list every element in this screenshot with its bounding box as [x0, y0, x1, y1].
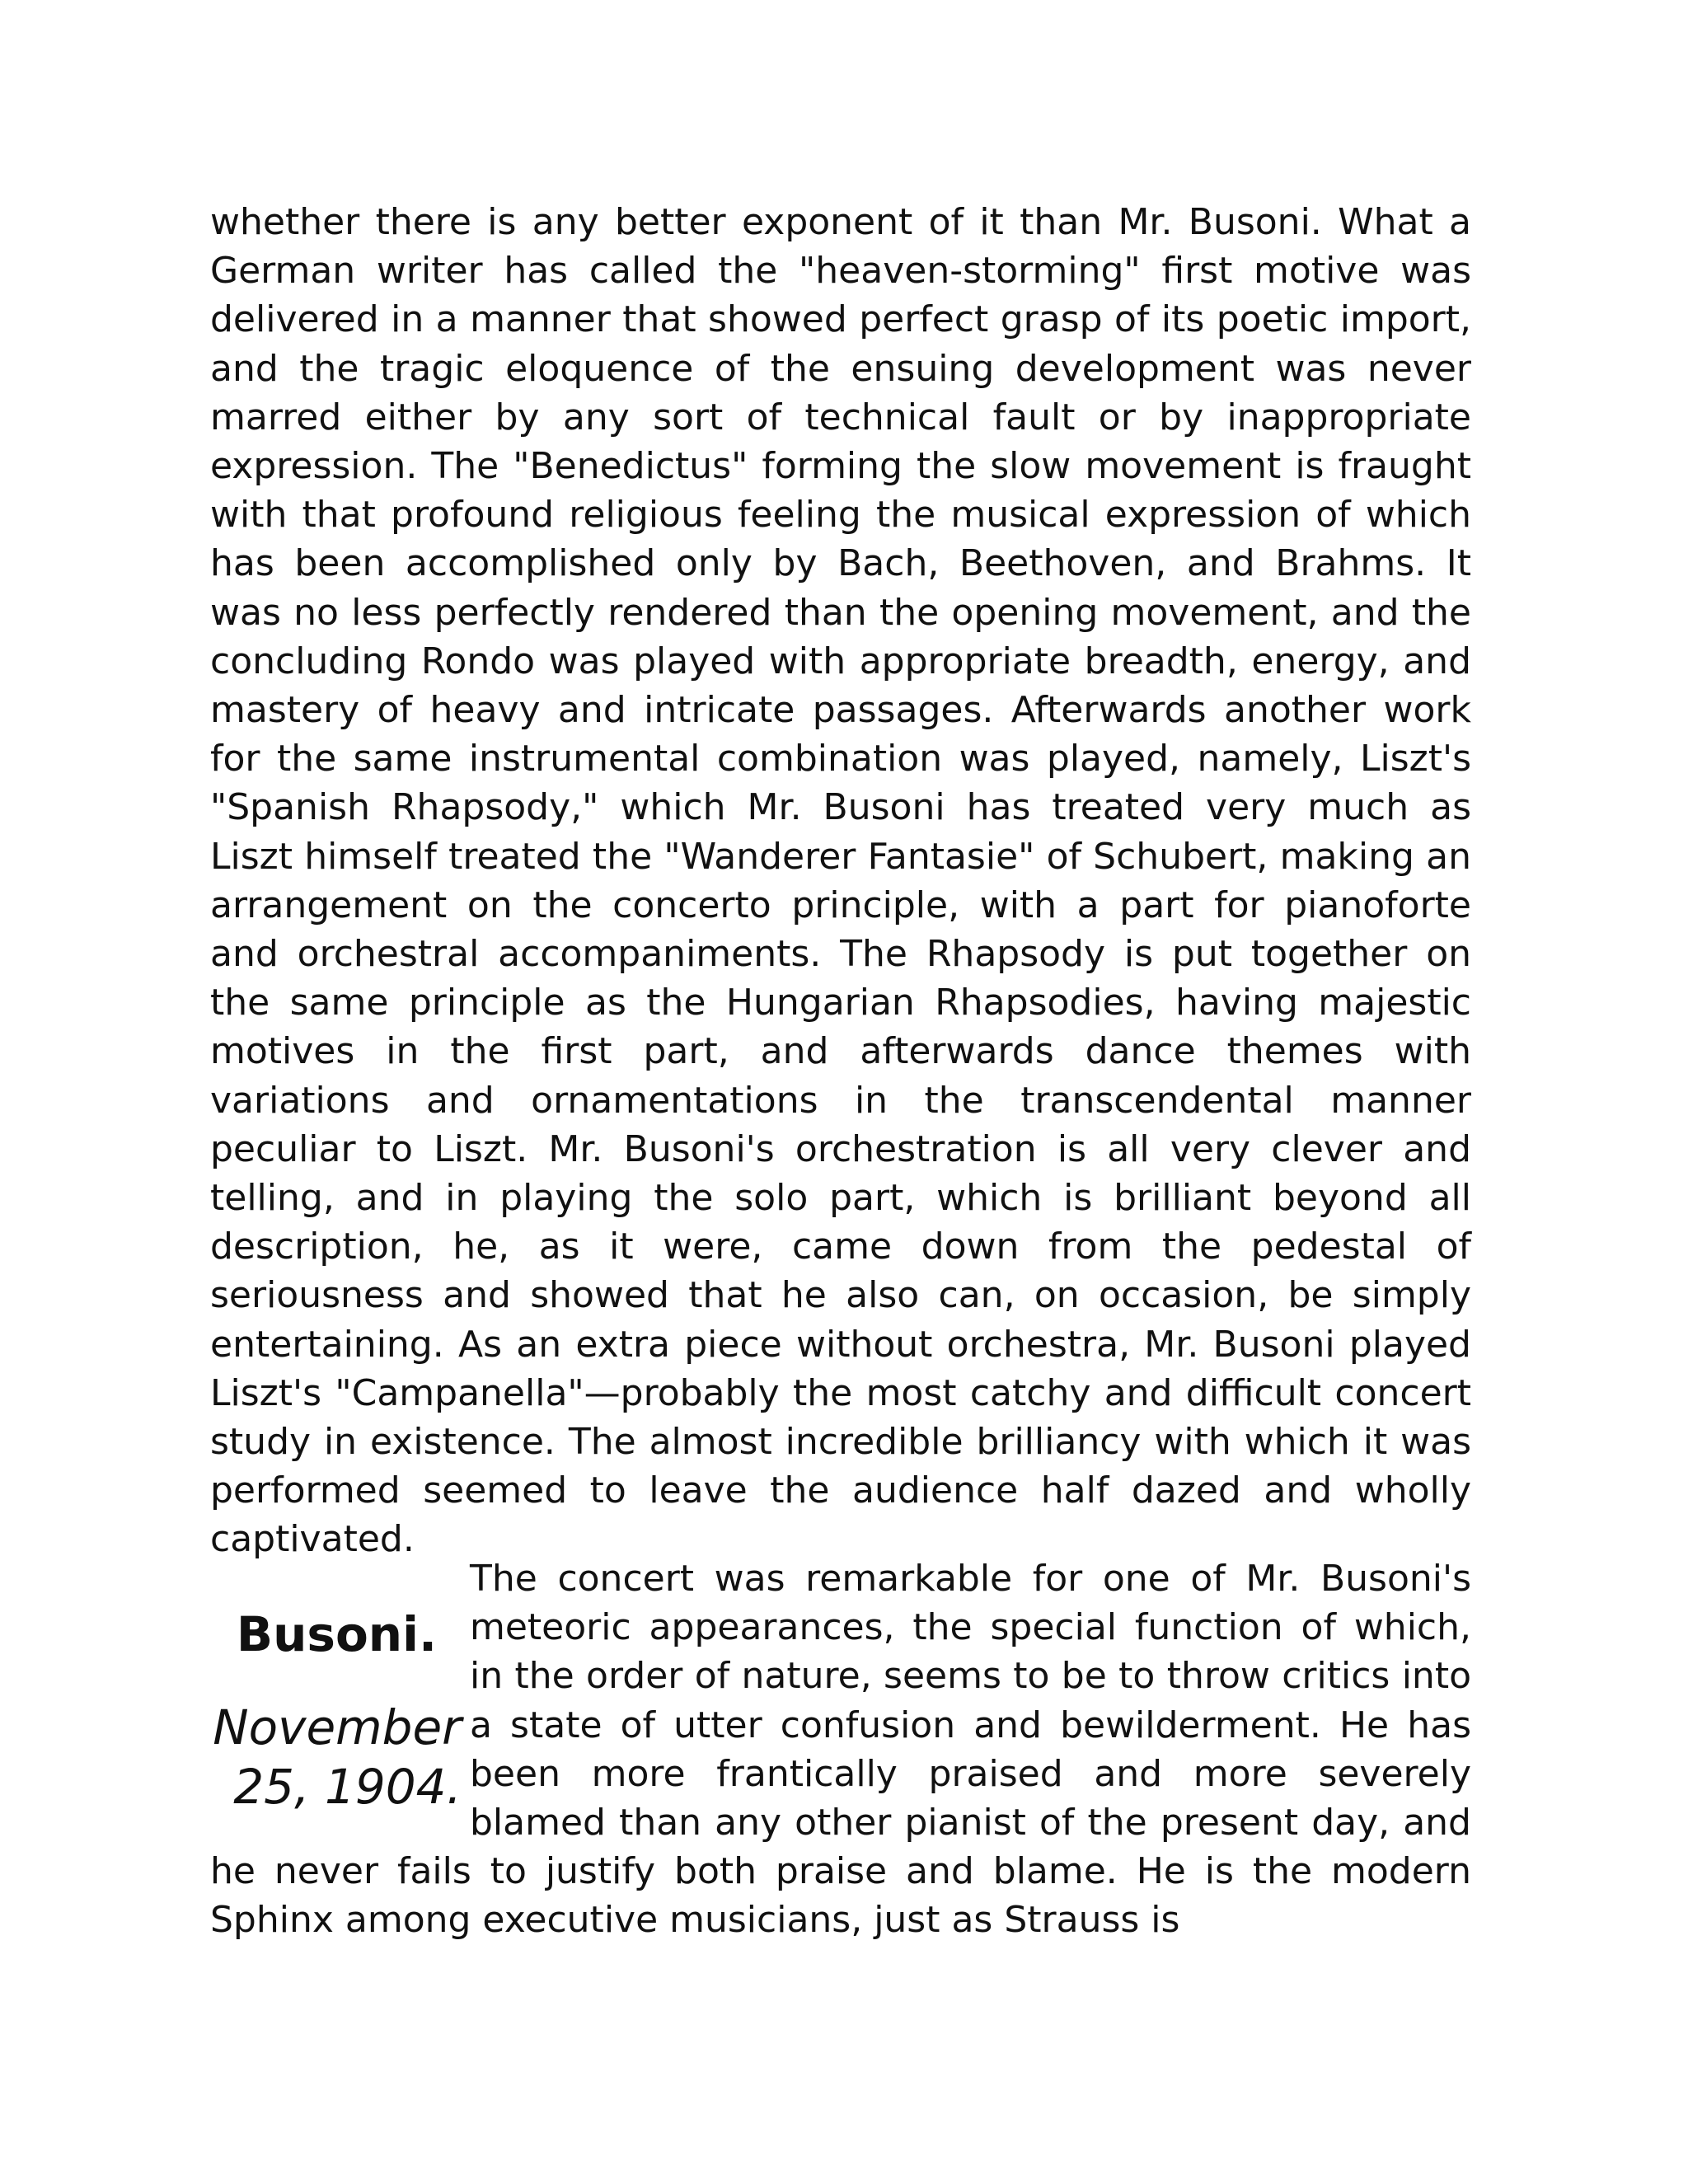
margin-note-title: Busoni.	[236, 1606, 437, 1662]
margin-note-date: November 25, 1904.	[213, 1699, 462, 1815]
paragraph-1: whether there is any better exponent of it than Mr. Busoni. What a German writer has called the "heaven-storming" first motive was delivered in a manner that showed perfect grasp of its poetic import, and the tragic eloquence of the ensuing development was never marred either by any sort of technical fault or by inappropriate expression. The "Benedictus" forming the slow movement is fraught with that profound religious feeling the musical expression of which has been accomplished only by Bach, Beethoven, and Brahms. It was no less perfectly rendered than the opening movement, and the concluding Rondo was played with appropriate breadth, energy, and mastery of heavy and intricate passages. Afterwards another work for the same instrumental combination was played, namely, Liszt's "Spanish Rhapsody," which Mr. Busoni has treated very much as Liszt himself treated the "Wanderer Fantasie" of Schubert, making an arrangement on the concerto principle, with a part for pianoforte and orchestral accompaniments. The Rhapsody is put together on the same principle as the Hungarian Rhapsodies, having majestic motives in the first part, and afterwards dance themes with variations and ornamentations in the transcendental manner peculiar to Liszt. Mr. Busoni's orchestration is all very clever and telling, and in playing the solo part, which is brilliant beyond all description, he, as it were, came down from the pedestal of seriousness and showed that he also can, on occasion, be simply entertaining. As an extra piece without orchestra, Mr. Busoni played Liszt's "Campanella"—probably the most catchy and difficult concert study in existence. The almost incredible brilliancy with which it was performed seemed to leave the audience half dazed and wholly captivated.	[210, 201, 1471, 1561]
paragraph-2-text: The concert was remarkable for one of Mr. Busoni's meteoric appearances, the special function of which, in the order of nature, seems to be to throw critics into a state of utter confusion and bewilderment. He has been more frantically praised and more severely blamed than any other pianist of the present day, and he never fails to justify both praise and blame. He is the modern Sphinx among executive musicians, just as Strauss is	[210, 1558, 1471, 1942]
margin-note	[206, 1605, 462, 1816]
